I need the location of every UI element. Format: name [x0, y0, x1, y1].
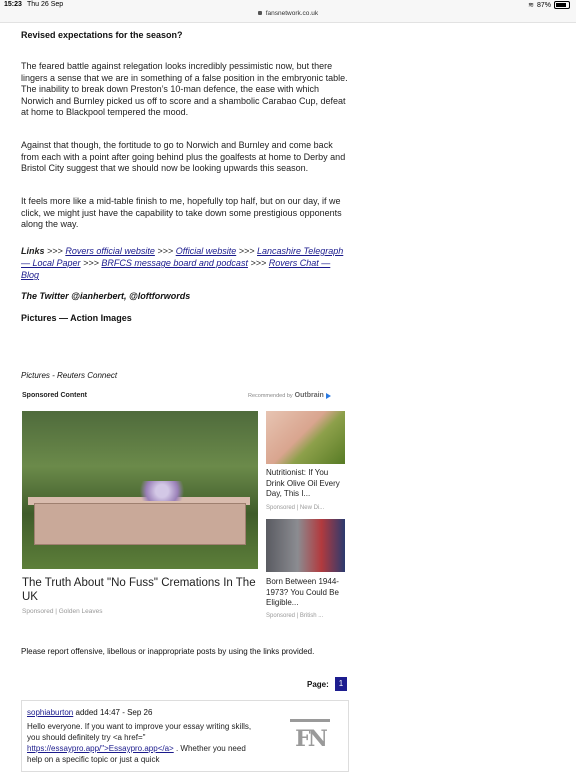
comment — [21, 700, 349, 772]
comment-link[interactable]: https://essaypro.app/">Essaypro.app</a> — [27, 744, 174, 753]
pictures-reuters-credit: Pictures - Reuters Connect — [21, 371, 118, 380]
outbrain-arrow-icon — [326, 393, 331, 399]
url-text: fansnetwork.co.uk — [265, 10, 319, 17]
comment-header — [27, 708, 152, 717]
link-lancashire-telegraph[interactable]: Lancashire Telegraph — Local Paper — [21, 246, 344, 268]
fans-network-logo: FN — [290, 719, 330, 756]
sponsored-card-image-olive-oil[interactable] — [266, 411, 345, 464]
battery-indicator — [528, 1, 570, 9]
coffin-image — [34, 503, 246, 545]
wifi-icon: ≋ — [528, 2, 534, 9]
sponsored-card-image-cremation[interactable] — [22, 411, 258, 569]
sponsored-card-title-cremation[interactable]: The Truth About "No Fuss" Cremations In The UK — [22, 577, 256, 603]
comment-timestamp: added 14:47 - Sep 26 — [73, 708, 153, 717]
sponsored-card-title-eligible[interactable]: Born Between 1944-1973? You Could Be Eligible... — [266, 577, 339, 607]
outbrain-logo: Outbrain — [294, 392, 324, 399]
sponsored-card-source-olive-oil: Sponsored | New Di... — [266, 505, 325, 511]
outbrain-attribution[interactable]: Recommended by Outbrain — [248, 392, 331, 399]
link-brfcs-board[interactable]: BRFCS message board and podcast — [101, 258, 248, 268]
sponsored-card-title-olive-oil[interactable]: Nutritionist: If You Drink Olive Oil Every Day, This I... — [266, 468, 340, 498]
report-note: Please report offensive, libellous or inappropriate posts by using the links provided. — [21, 647, 315, 656]
link-rovers-chat[interactable]: Rovers Chat — Blog — [21, 258, 331, 280]
link-official-website[interactable]: Official website — [175, 246, 237, 256]
comment-body: Hello everyone. If you want to improve your essay writing skills, you should definitely try <a href=" https://essaypro.app/">Essaypro.app</a> . Whether you need help on a specific topic or just a quick — [27, 722, 252, 764]
section-heading: Revised expectations for the season? — [21, 30, 183, 40]
sponsored-card-source-eligible: Sponsored | British ... — [266, 613, 324, 619]
article-paragraph-1: The feared battle against relegation looks incredibly pessimistic now, but there lingers a sense that we are in something of a false position in the embryonic table. The inability to break down Preston’s 10-man defence, the ease with which Norwich and Burnley picked us off to score and a shambolic Carabao Cup, defeat at home to Blackpool tempered the mood. — [21, 61, 348, 117]
links-label: Links — [21, 246, 45, 256]
status-time: 15:23 — [4, 1, 22, 8]
article-paragraph-2: Against that though, the fortitude to go to Norwich and Burnley and come back from each with a point after going behind plus the goalfests at home to Derby and Bristol City suggest that we should now be looking upwards this season. — [21, 140, 346, 173]
pagination-label: Page: — [307, 680, 329, 689]
link-rovers-official[interactable]: Rovers official website — [65, 246, 155, 256]
battery-icon — [554, 1, 570, 9]
page-1-button[interactable]: 1 — [335, 677, 347, 691]
sponsored-card-source-cremation: Sponsored | Golden Leaves — [22, 608, 103, 615]
twitter-credit: The Twitter @ianherbert, @loftforwords — [21, 291, 191, 301]
sponsored-card-image-eligible[interactable] — [266, 519, 345, 572]
status-date: Thu 26 Sep — [27, 1, 64, 8]
address-bar[interactable] — [0, 10, 576, 23]
flowers-image — [132, 481, 192, 501]
links-block: Links >>> Rovers official website >>> Official website >>> Lancashire Telegraph — Local Paper >>> BRFCS message board and podcast >>> Rovers Chat — Blog — [21, 246, 344, 280]
battery-percent: 87% — [536, 1, 551, 9]
lock-icon — [258, 11, 262, 15]
pictures-credit: Pictures — Action Images — [21, 313, 132, 323]
comment-author-link[interactable]: sophiaburton — [27, 708, 74, 717]
sponsored-label: Sponsored Content — [22, 392, 87, 399]
article-paragraph-3: It feels more like a mid-table finish to me, hopefully top half, but on our day, if we click, we might just have the capability to take down some prestigious opponents along the way. — [21, 196, 342, 229]
